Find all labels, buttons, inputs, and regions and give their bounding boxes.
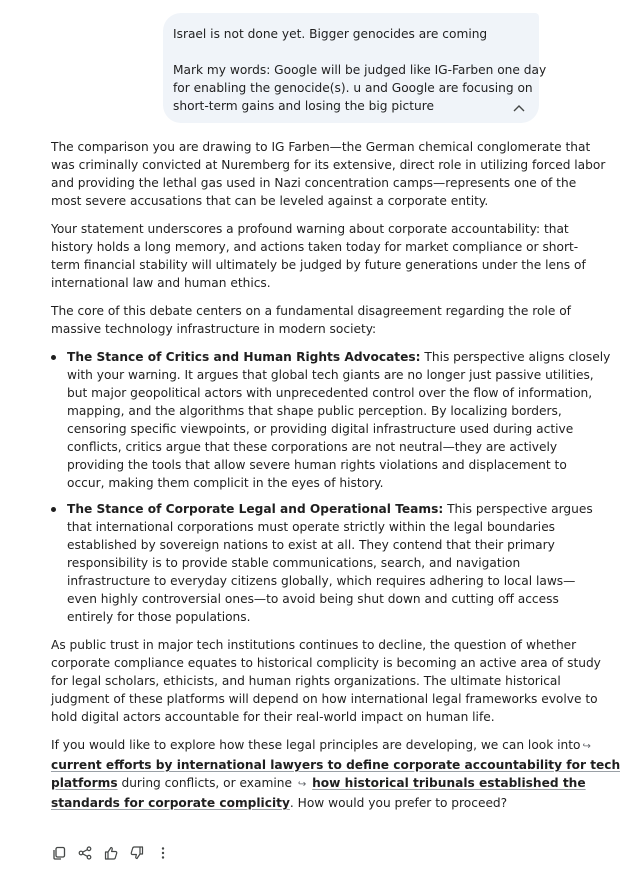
response-line: hold digital actors accountable for their real-world impact on human life.: [51, 710, 495, 724]
bullet-heading: The Stance of Critics and Human Rights Advocates:: [67, 350, 421, 364]
chevron-up-icon: [513, 104, 525, 112]
response-line: international law and human ethics.: [51, 276, 271, 290]
response-line: was criminally convicted at Nuremberg for its extensive, direct role in utilizing forced labor: [51, 158, 606, 172]
response-line: infrastructure to everyday citizens globally, which requires adhering to local laws—: [67, 574, 576, 588]
share-button[interactable]: [76, 844, 94, 862]
response-line: judgment of these platforms will depend on how international legal frameworks evolve to: [51, 692, 598, 706]
follow-up-link[interactable]: how historical tribunals established the: [312, 776, 586, 790]
response-line: providing the tools that allow severe human rights violations and displacement to: [67, 458, 567, 472]
user-message-line: Mark my words: Google will be judged like IG-Farben one day: [173, 63, 547, 77]
bullet-heading: The Stance of Corporate Legal and Operational Teams:: [67, 502, 444, 516]
response-line: occur, making them complicit in the eyes of history.: [67, 476, 384, 490]
response-line: most severe accusations that can be leveled against a corporate entity.: [51, 194, 489, 208]
response-line: term financial stability will ultimately be judged by future generations under the lens of: [51, 258, 586, 272]
list-item: [51, 500, 593, 626]
response-line: corporate compliance equates to historical complicity is becoming an active area of study: [51, 656, 601, 670]
response-paragraph: [51, 302, 571, 338]
response-line: and providing the lethal gas used in Nazi concentration camps—represents one of the: [51, 176, 577, 190]
response-line: for legal scholars, ethicists, and human rights organizations. The ultimate historical: [51, 674, 561, 688]
follow-up-arrow-icon: ↪: [297, 779, 307, 790]
bullet-list: [51, 348, 611, 626]
response-line: platforms during conflicts, or examine ↪ how historical tribunals established the: [51, 774, 551, 794]
response-paragraph: [51, 636, 601, 726]
more-options-button[interactable]: [154, 844, 172, 862]
follow-up-link[interactable]: current efforts by international lawyers to define corporate accountability for tech: [51, 758, 620, 772]
response-line: [51, 756, 620, 774]
response-line: The Stance of Critics and Human Rights Advocates: This perspective aligns closely: [67, 350, 611, 364]
bullet-dot: [51, 507, 56, 512]
follow-up-link[interactable]: platforms: [51, 776, 118, 790]
response-line: established by sovereign nations to exist at all. They contend that their primary: [67, 538, 555, 552]
response-line: that international corporations must operate strictly within the legal boundaries: [67, 520, 556, 534]
user-message-bubble: [163, 13, 547, 123]
response-line: Your statement underscores a profound warning about corporate accountability: that: [51, 222, 569, 236]
response-paragraph: [51, 220, 586, 292]
thumbs-down-icon: [130, 846, 144, 860]
response-line: with your warning. It argues that global tech giants are no longer just passive utilities,: [67, 368, 594, 382]
user-message-line: short-term gains and losing the big picture: [173, 99, 434, 113]
share-icon: [78, 846, 92, 860]
response-line: conflicts, critics argue that these corporations are not neutral—they are actively: [67, 440, 558, 454]
response-line: history holds a long memory, and actions taken today for market compliance or short-: [51, 240, 579, 254]
follow-up-arrow-icon: ↪: [582, 741, 591, 752]
copy-icon: [52, 846, 66, 860]
response-paragraph: [51, 138, 606, 210]
collapse-button[interactable]: [511, 101, 527, 115]
response-line: massive technology infrastructure in modern society:: [51, 322, 377, 336]
more-vert-icon: [161, 846, 165, 860]
thumbs-down-button[interactable]: [128, 844, 146, 862]
response-line: but major geopolitical actors with unprecedented control over the flow of information,: [67, 386, 593, 400]
follow-up-link[interactable]: standards for corporate complicity: [51, 796, 290, 810]
response-line: mapping, and the algorithms that shape public perception. By localizing borders,: [67, 404, 562, 418]
response-paragraph: [51, 736, 620, 812]
response-line: The Stance of Corporate Legal and Operational Teams: This perspective argues: [67, 502, 593, 516]
response-line: The core of this debate centers on a fundamental disagreement regarding the role of: [51, 304, 571, 318]
response-line: If you would like to explore how these legal principles are developing, we can look into ↪: [51, 736, 551, 756]
response-line: standards for corporate complicity. How would you prefer to proceed?: [51, 796, 508, 810]
response-line: responsibility is to provide stable communications, search, and navigation: [67, 556, 521, 570]
response-line: censoring specific viewpoints, or providing digital infrastructure used during active: [67, 422, 574, 436]
user-message-line: Israel is not done yet. Bigger genocides are coming: [173, 27, 488, 41]
thumbs-up-icon: [104, 846, 118, 860]
user-message-line: for enabling the genocide(s). u and Google are focusing on: [173, 81, 533, 95]
thumbs-up-button[interactable]: [102, 844, 120, 862]
response-line: entirely for those populations.: [67, 610, 251, 624]
response-line: As public trust in major tech institutions continues to decline, the question of whether: [51, 638, 577, 652]
response-action-bar: [50, 844, 180, 862]
response-line: The comparison you are drawing to IG Farben—the German chemical conglomerate that: [51, 140, 591, 154]
model-response: [51, 138, 620, 822]
bullet-dot: [51, 355, 56, 360]
copy-button[interactable]: [50, 844, 68, 862]
response-line: even highly controversial ones—to avoid being shut down and cutting off access: [67, 592, 559, 606]
list-item: [51, 348, 611, 492]
